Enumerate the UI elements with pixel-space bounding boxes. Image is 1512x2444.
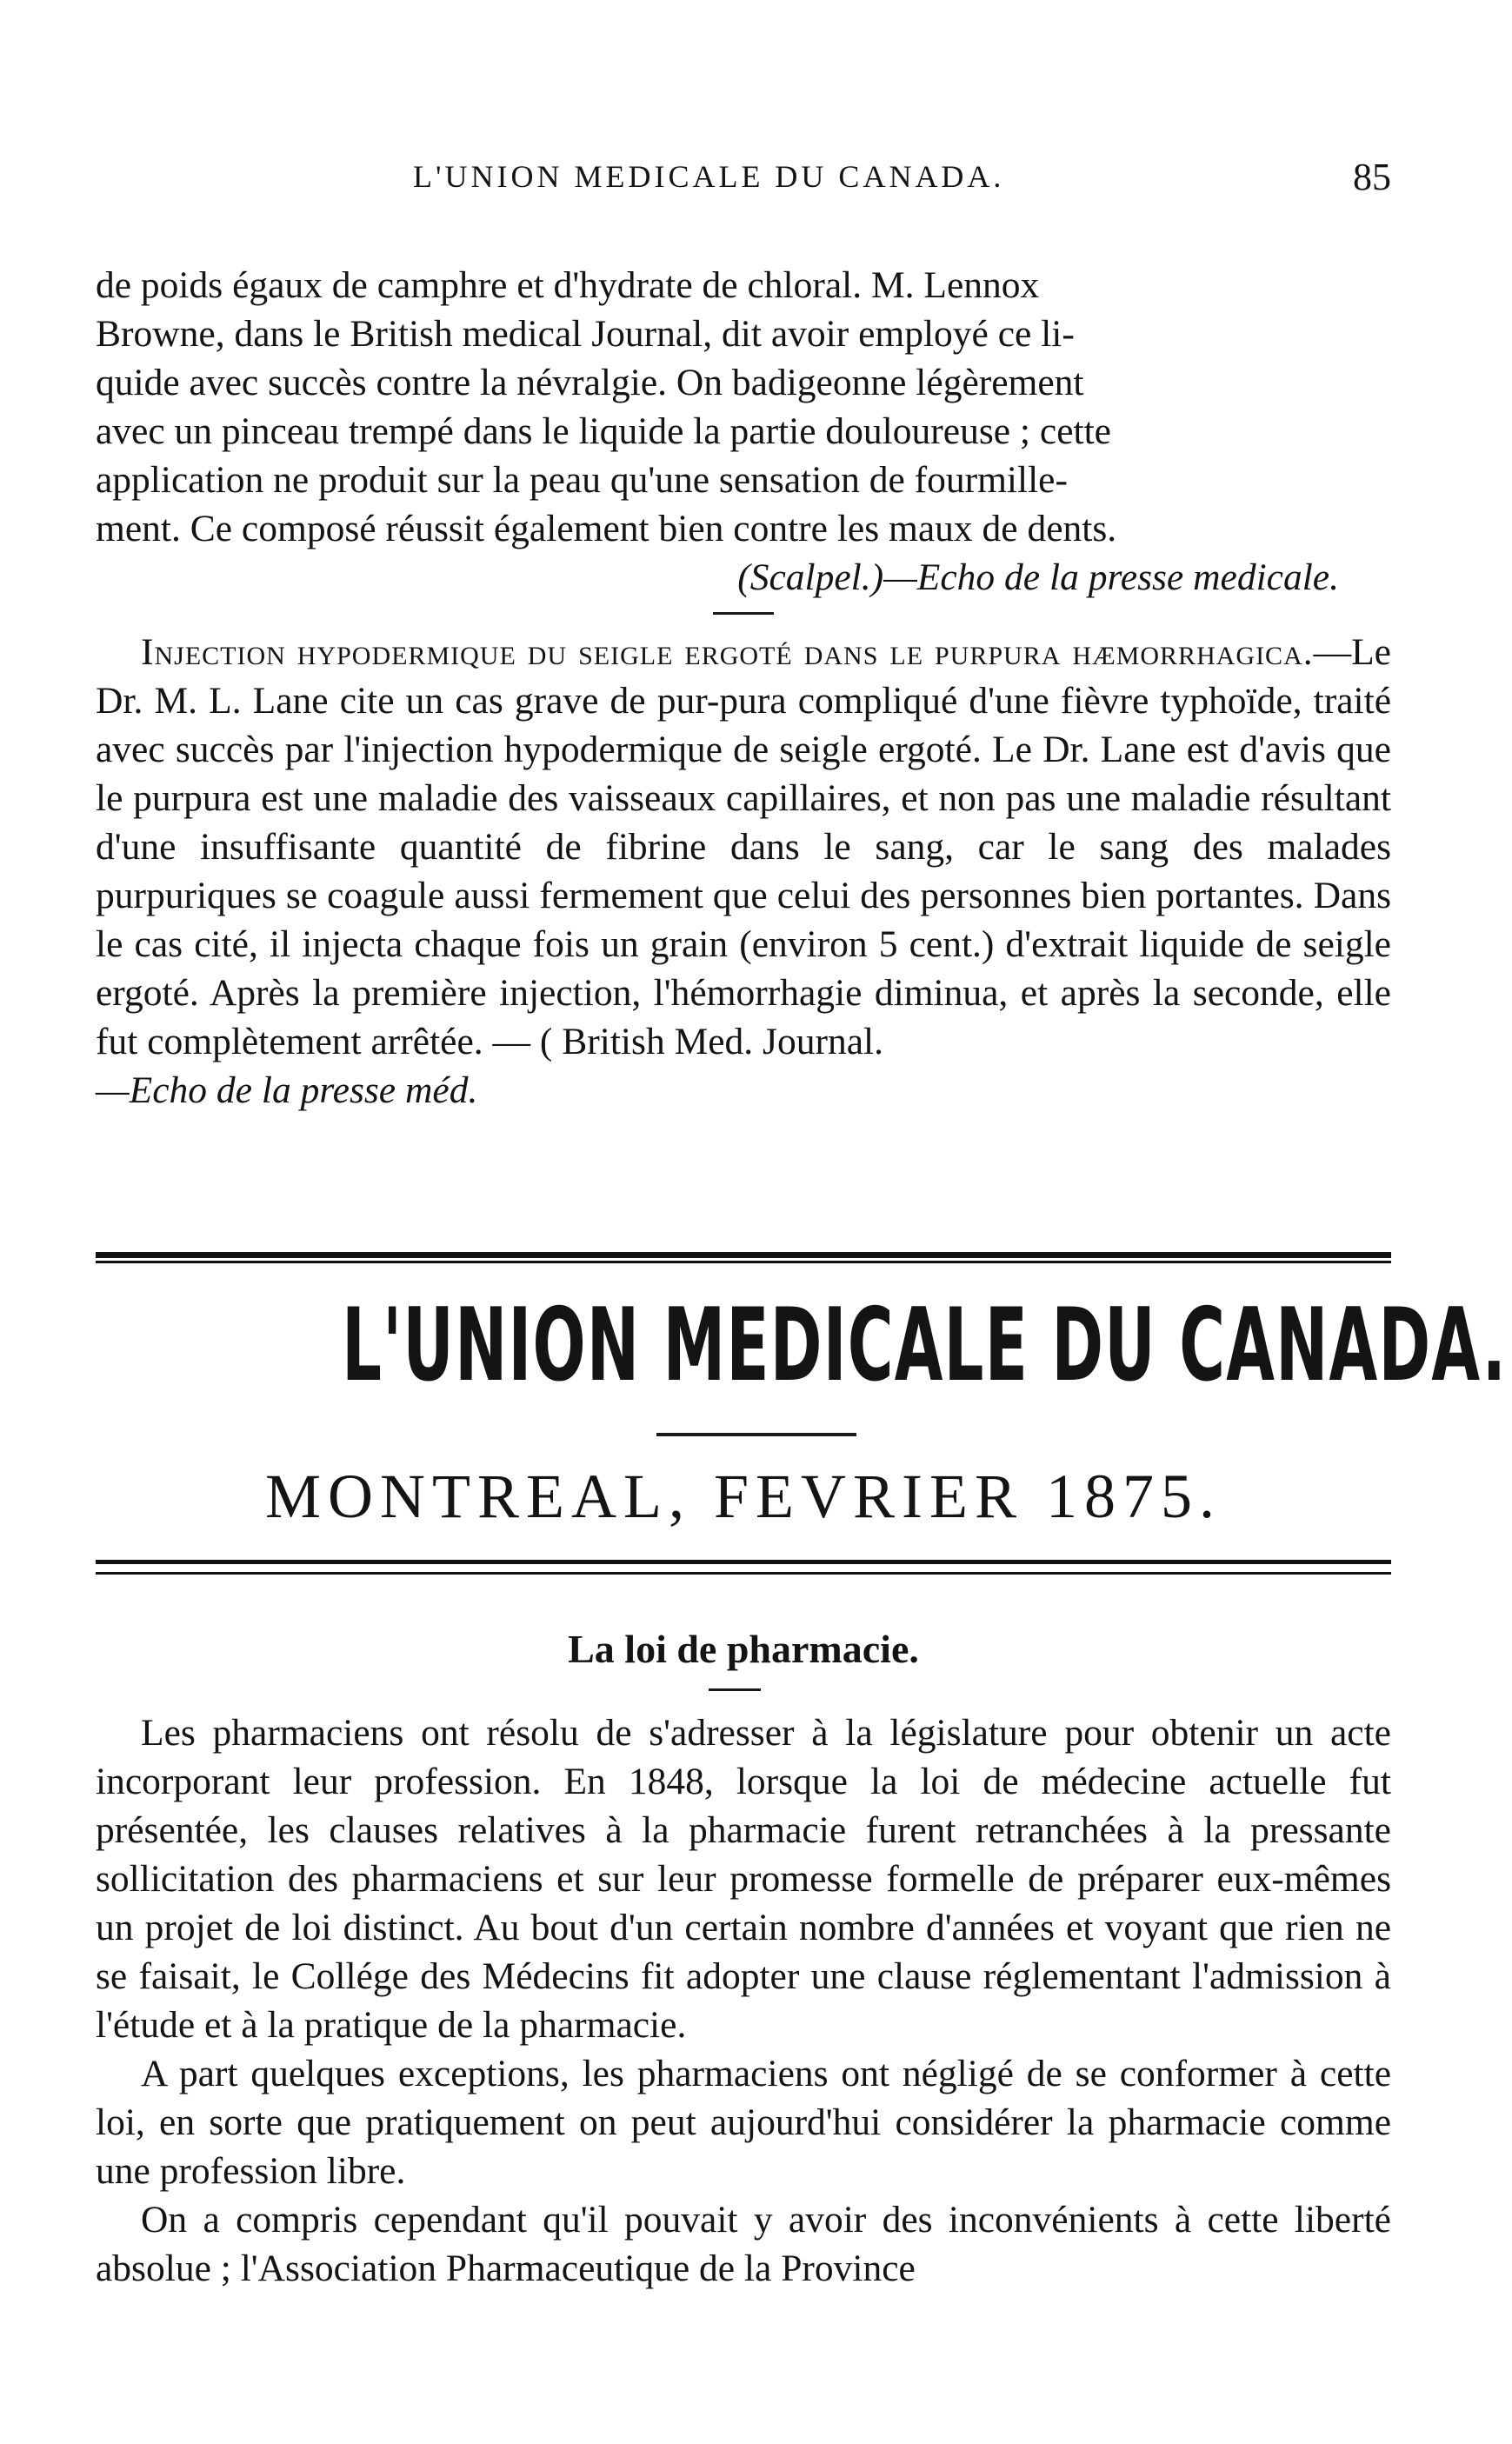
article-camphre-chloral xyxy=(96,261,1391,602)
article-line: de poids égaux de camphre et d'hydrate de chloral. M. Lennox xyxy=(96,264,1040,306)
page-number: 85 xyxy=(1353,156,1391,198)
article-source: (Scalpel.)—Echo de la presse medicale. xyxy=(737,556,1339,598)
masthead-bottom-rule-thin xyxy=(96,1572,1391,1575)
masthead-short-rule xyxy=(656,1433,856,1436)
article-paragraph: Les pharmaciens ont résolu de s'adresser à la législature pour obtenir un acte incorporant leur profession. En 1848, lorsque la loi de médecine actuelle fut présentée, les clauses relatives à la pharmacie furent retranchées à la pressante sollicitation des pharmaciens et sur leur promesse formelle de préparer eux-mêmes un projet de loi distinct. Au bout d'un certain nombre d'années et voyant que rien ne se faisait, le Collége des Médecins fit adopter une clause réglementant l'admission à l'étude et à la pratique de la pharmacie. xyxy=(96,1712,1391,2046)
article-line: ment. Ce composé réussit également bien contre les maux de dents. xyxy=(96,508,1117,549)
article-line: application ne produit sur la peau qu'une sensation de fourmille- xyxy=(96,459,1068,501)
masthead-top-rule xyxy=(96,1252,1391,1258)
article-source: —Echo de la presse méd. xyxy=(96,1069,478,1111)
article-text: —Le Dr. M. L. Lane cite un cas grave de pur-pura compliqué d'une fièvre typhoïde, traité avec succès par l'injection hypodermique de seigle ergoté. Le Dr. Lane est d'avis que le purpura est une maladie des vaisseaux capillaires, et non pas une maladie résultant d'une insuffisante quantité de fibrine dans le sang, car le sang des malades purpuriques se coagule aussi fermement que celui des personnes bien portantes. Dans le cas cité, il injecta chaque fois un grain (environ 5 cent.) d'extrait liquide de seigle ergoté. Après la première injection, l'hémorrhagie diminua, et après la seconde, elle fut complètement arrêtée. — ( British Med. Journal. xyxy=(96,631,1391,1062)
article-paragraph: A part quelques exceptions, les pharmaciens ont négligé de se conformer à cette loi, en sorte que pratiquement on peut aujourd'hui considérer la pharmacie comme une profession libre. xyxy=(96,2053,1391,2192)
article-title: La loi de pharmacie. xyxy=(568,1627,919,1671)
article-line: Browne, dans le British medical Journal, dit avoir employé ce li- xyxy=(96,313,1075,355)
article-paragraph: On a compris cependant qu'il pouvait y avoir des inconvénients à cette liberté absolue ; l'Association Pharmaceutique de la Province xyxy=(96,2199,1391,2289)
running-title: L'UNION MEDICALE DU CANADA. xyxy=(413,159,1005,194)
separator-rule xyxy=(709,1688,761,1691)
article-heading: Injection hypodermique du seigle ergoté dans le purpura hæmorrhagica. xyxy=(141,631,1314,673)
article-line: avec un pinceau trempé dans le liquide la partie douloureuse ; cette xyxy=(96,410,1111,452)
article-body xyxy=(96,628,1391,1066)
article-line: quide avec succès contre la névralgie. On badigeonne légèrement xyxy=(96,362,1084,403)
article-loi-pharmacie xyxy=(96,1708,1391,2293)
dateline: MONTREAL, FEVRIER 1875. xyxy=(265,1462,1222,1531)
masthead-title: L'UNION MEDICALE DU CANADA. xyxy=(342,1287,1508,1404)
article-injection-seigle xyxy=(96,628,1391,1115)
separator-rule xyxy=(713,612,774,615)
masthead-top-rule-thin xyxy=(96,1261,1391,1263)
running-head xyxy=(96,158,1391,210)
masthead-bottom-rule xyxy=(96,1560,1391,1564)
